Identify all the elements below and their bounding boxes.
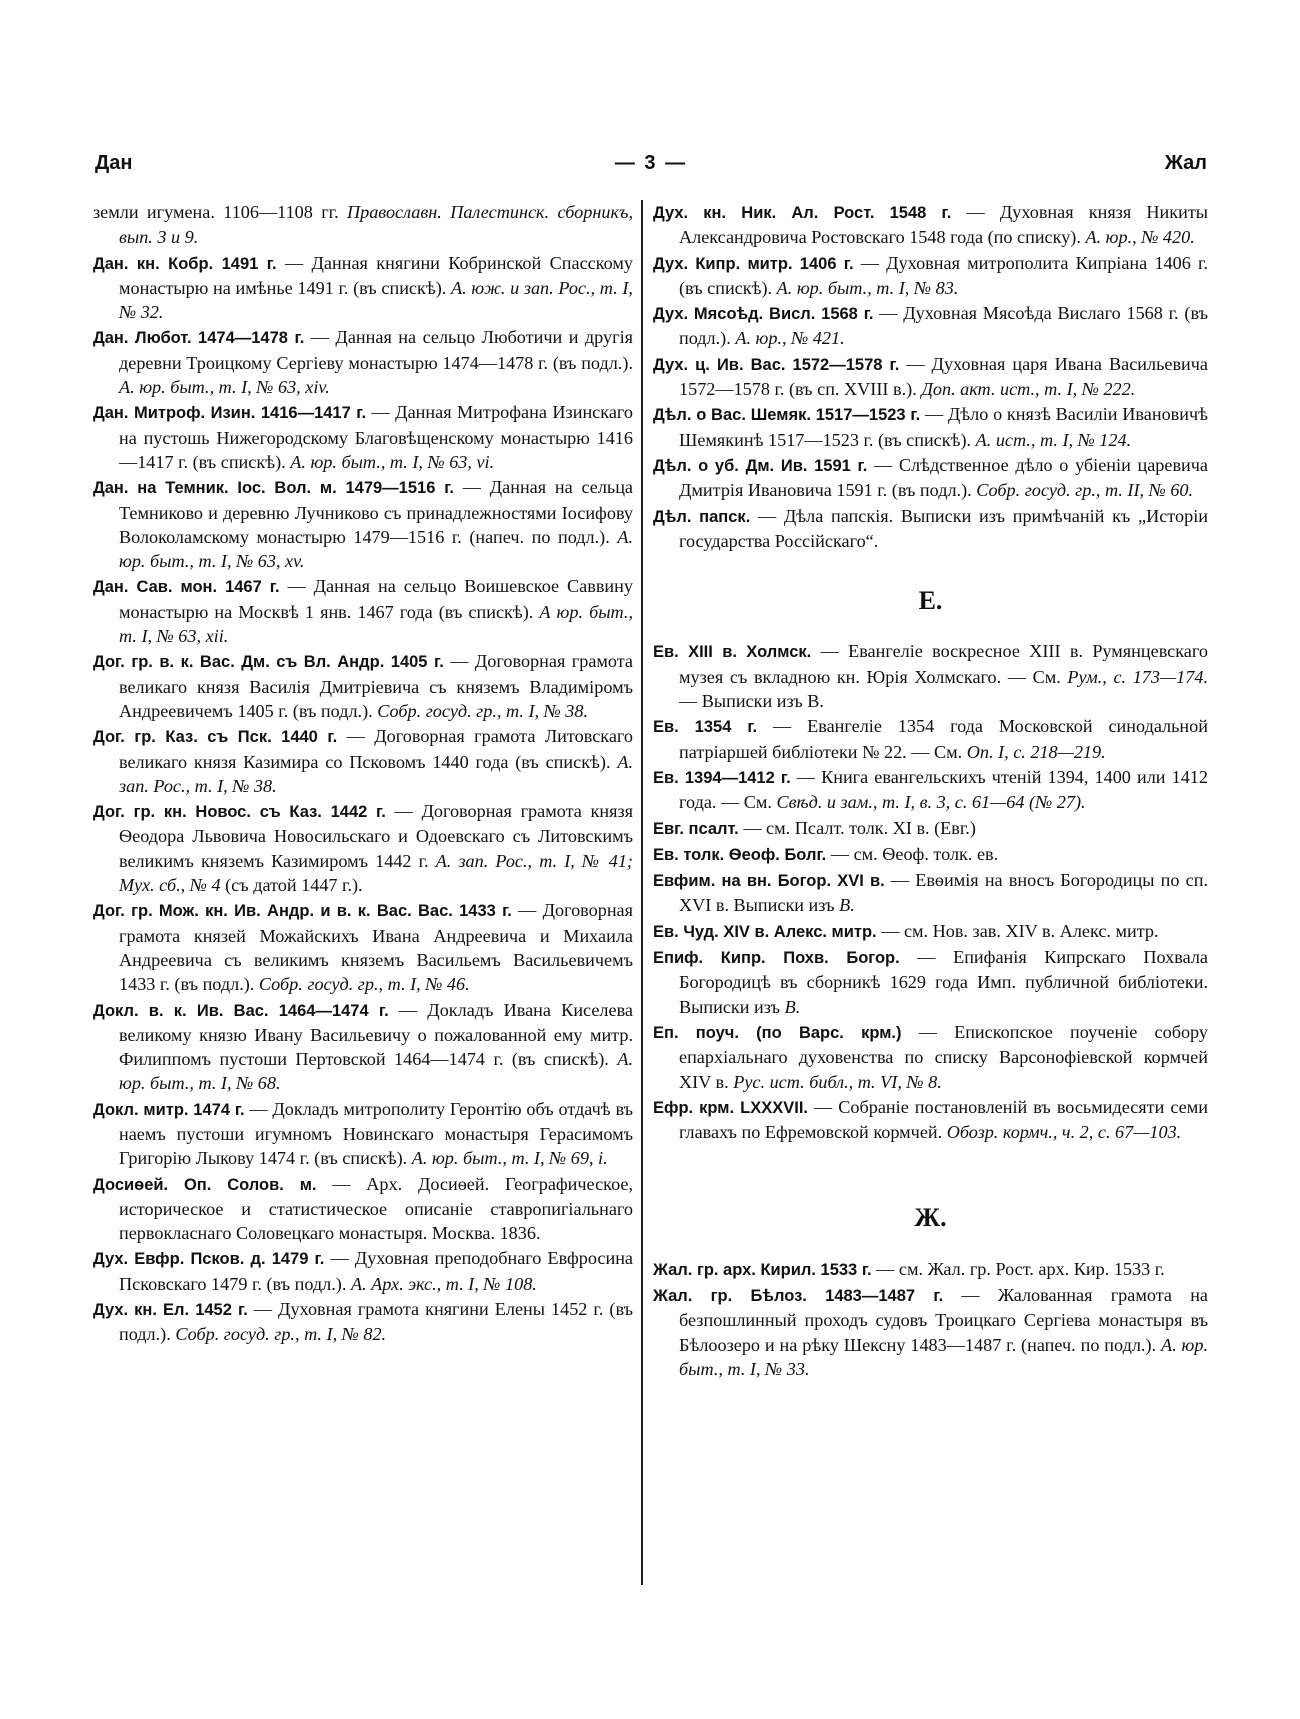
abbreviation-entry <box>653 714 1208 764</box>
entry-description: — Епифанія Кипрскаго Похвала Богородицѣ въ сборникѣ 1629 года Имп. публичной библіотеки. Выписки изъ <box>679 947 1208 1017</box>
abbreviation-entry <box>93 1246 633 1296</box>
entry-citation: А. ист., т. I, № 124. <box>975 429 1132 450</box>
entry-description: — Евангеліе воскресное XIII в. Румянцевскаго музея съ вкладною кн. Юрія Холмскаго. — См. <box>679 641 1208 687</box>
entry-abbreviation: Дух. ц. Ив. Вас. 1572—1578 г. <box>653 355 900 374</box>
entry-abbreviation: Дух. кн. Ник. Ал. Рост. 1548 г. <box>653 204 952 222</box>
entry-abbreviation: Докл. в. к. Ив. Вас. 1464—1474 г. <box>93 1001 389 1020</box>
abbreviation-entry <box>653 842 1208 867</box>
abbreviation-entry <box>653 453 1208 503</box>
entry-description: — Жалованная грамота на безпошлинный проходъ судовъ Троицкаго Сергіева монастыря въ Бѣлоозеро и на рѣку Шексну 1483—1487 г. (напеч. по подл.). <box>679 1284 1209 1355</box>
entry-description: — см. Псалт. толк. XI в. (Евг.) <box>738 817 976 838</box>
entry-citation: А. юр., № 420. <box>1085 227 1195 248</box>
abbreviation-entry <box>653 504 1208 554</box>
entry-description: — Духовная грамота княгини Елены 1452 г. (въ подл.). <box>119 1299 634 1345</box>
abbreviation-entry <box>93 1097 633 1171</box>
entry-description: — см. Нов. зав. XIV в. Алекс. митр. <box>876 920 1159 941</box>
entry-citation: А. юр., № 421. <box>735 328 845 349</box>
entry-citation: В. <box>784 996 801 1017</box>
abbreviation-entry <box>653 945 1208 1019</box>
abbreviation-entry <box>653 352 1208 402</box>
entry-description: — Духовная Мясоѣда Вислаго 1568 г. (въ подл.). <box>679 303 1208 349</box>
entry-citation: А. юж. и зап. Рос., т. I, № 32. <box>119 277 633 323</box>
entry-abbreviation: Дух. Мясоѣд. Висл. 1568 г. <box>653 305 874 324</box>
entry-tail: — Выписки изъ В. <box>679 691 824 712</box>
abbreviation-entry <box>93 200 633 250</box>
entry-abbreviation: Дан. Любот. 1474—1478 г. <box>93 329 305 348</box>
entry-description: — Дѣло о князѣ Василіи Ивановичѣ Шемякинѣ 1517—1523 г. (въ спискѣ). <box>679 404 1209 450</box>
entry-abbreviation: Еп. поуч. (по Варс. крм.) <box>653 1023 902 1042</box>
entry-abbreviation: Дан. Митроф. Изин. 1416—1417 г. <box>93 404 367 423</box>
entry-description: — Докладъ митрополиту Геронтію объ отдачѣ въ наемъ пустоши игумномъ Новинскаго монастыря Герасимомъ Григорію Лыкову 1474 г. (въ спискѣ). <box>119 1098 634 1169</box>
abbreviation-entry <box>93 649 633 723</box>
entry-abbreviation: Дог. гр. в. к. Вас. Дм. съ Вл. Андр. 1405 г. <box>93 653 444 672</box>
entry-abbreviation: Ев. толк. Ѳеоф. Болг. <box>653 845 827 864</box>
entry-description: — Духовная митрополита Кипріана 1406 г. (въ спискѣ). <box>679 252 1208 298</box>
entry-abbreviation: Евфим. на вн. Богор. XVI в. <box>653 872 885 891</box>
entry-description: — Договорная грамота Литовскаго великаго князя Казимира со Псковомъ 1440 года (въ спискѣ). <box>119 726 634 772</box>
abbreviation-entry <box>653 868 1208 918</box>
abbreviation-entry <box>653 1257 1208 1282</box>
abbreviation-entry <box>93 998 633 1096</box>
entry-abbreviation: Ев. 1354 г. <box>653 718 758 737</box>
entry-abbreviation: Евг. псалт. <box>653 819 739 838</box>
abbreviation-entry <box>93 799 633 897</box>
entry-abbreviation: Дѣл. о Вас. Шемяк. 1517—1523 г. <box>653 406 921 425</box>
entry-abbreviation: Дог. гр. Каз. съ Пск. 1440 г. <box>93 728 338 747</box>
entry-citation: Оп. I, с. 218—219. <box>966 741 1106 762</box>
entry-abbreviation: Дух. Кипр. митр. 1406 г. <box>653 254 854 273</box>
page-number: — 3 — <box>614 152 688 174</box>
entry-citation: Собр. госуд. гр., т. I, № 38. <box>377 700 589 721</box>
entry-abbreviation: Дог. гр. Мож. кн. Ив. Андр. и в. к. Вас. Вас. 1433 г. <box>93 902 512 921</box>
entry-abbreviation: Досиѳей. Оп. Солов. м. <box>93 1175 317 1194</box>
entry-abbreviation: Дог. гр. кн. Новос. съ Каз. 1442 г. <box>93 803 386 822</box>
abbreviation-entry <box>93 1172 633 1246</box>
entry-abbreviation: Ев. Чуд. XIV в. Алекс. митр. <box>653 922 877 941</box>
abbreviation-entry <box>653 301 1208 351</box>
entry-description: — Духовная князя Никиты Александровича Ростовскаго 1548 года (по списку). <box>679 202 1208 248</box>
entry-citation: А. юр. быт., т. I, № 68. <box>119 1049 633 1094</box>
entry-citation: Доп. акт. ист., т. I, № 222. <box>921 379 1136 400</box>
entry-description: — см. Ѳеоф. толк. ев. <box>826 843 999 864</box>
abbreviation-entry <box>93 251 633 325</box>
section-zh-entries <box>653 1257 1208 1381</box>
abbreviation-entry <box>93 400 633 474</box>
entry-description: — Епископское поученіе собору епархіальнаго духовенства по списку Варсонофіевской кормчей XIV в. <box>679 1021 1208 1092</box>
entry-description: — Дѣла папскія. Выписки изъ примѣчаній къ „Исторіи государства Россійскаго“. <box>679 505 1208 551</box>
entry-abbreviation: Дан. на Темник. Іос. Вол. м. 1479—1516 г. <box>93 479 455 498</box>
entry-citation: Свѣд. и зам., т. I, в. 3, с. 61—64 (№ 27). <box>776 792 1086 813</box>
entry-citation: А. Арх. экс., т. I, № 108. <box>350 1273 537 1294</box>
abbreviation-entry <box>93 475 633 573</box>
entry-description: — см. Жал. гр. Рост. арх. Кир. 1533 г. <box>871 1258 1165 1279</box>
entry-abbreviation: Дан. кн. Кобр. 1491 г. <box>93 254 277 273</box>
entry-description: — Евѳимія на вносъ Богородицы по сп. XVI в. Выписки изъ <box>679 870 1208 916</box>
entry-citation: А. юр. быт., т. I, № 33. <box>679 1334 1208 1379</box>
right-column <box>653 200 1208 1381</box>
abbreviation-entry <box>653 200 1208 250</box>
entry-description: — Данная на сельца Темниково и деревню Лучниково съ принадлежностями Іосифову Волоколамскому монастырю 1479—1516 г. (напеч. по подл.). <box>119 477 634 547</box>
entry-abbreviation: Дух. кн. Ел. 1452 г. <box>93 1301 248 1320</box>
entry-abbreviation: Дан. Сав. мон. 1467 г. <box>93 578 280 597</box>
section-letter-zh: Ж. <box>914 1203 947 1233</box>
entry-description: — Духовная царя Ивана Васильевича 1572—1578 г. (въ сп. XVIII в.). <box>679 353 1209 400</box>
abbreviation-entry <box>653 816 1208 841</box>
entry-description: — Духовная преподобнаго Евфросина Псковскаго 1479 г. (въ подл.). <box>119 1248 633 1294</box>
entry-citation: А. зап. Рос., т. I, № 38. <box>119 751 633 796</box>
entry-description: — Договорная грамота князей Можайскихъ Ивана Андреевича и Михаила Андреевича съ великимъ княземъ Васильемъ Васильевичемъ 1433 г. (въ подл.). <box>119 900 633 995</box>
entry-citation: А. юр. быт., т. I, № 63, xiv. <box>119 377 330 398</box>
abbreviation-entry <box>653 402 1208 452</box>
section-letter-e: Е. <box>918 586 943 616</box>
entry-abbreviation: Жал. гр. Бѣлоз. 1483—1487 г. <box>653 1286 944 1305</box>
entry-citation: А. зап. Рос., т. I, № 41; Мух. сб., № 4 <box>119 850 633 896</box>
entry-description: — Данная Митрофана Изинскаго на пустошь Нижегородскому Благовѣщенскому монастырю 1416—1417 г. (въ спискѣ). <box>119 402 633 472</box>
entry-tail: (съ датой 1447 г.). <box>220 875 363 896</box>
entry-citation: А. юр. быт., т. I, № 83. <box>776 277 959 298</box>
entry-description: — Слѣдственное дѣло о убіеніи царевича Дмитрія Ивановича 1591 г. (въ подл.). <box>679 454 1209 501</box>
entry-abbreviation: Епиф. Кипр. Похв. Богор. <box>653 949 900 968</box>
entry-citation: А. юр. быт., т. I, № 63, xv. <box>119 526 633 572</box>
entry-citation: Собр. госуд. гр., т. I, № 82. <box>175 1324 387 1345</box>
entry-abbreviation: Дѣл. о уб. Дм. Ив. 1591 г. <box>653 456 868 475</box>
abbreviation-entry <box>93 1297 633 1347</box>
abbreviation-entry <box>653 1283 1208 1381</box>
abbreviation-entry <box>653 765 1208 815</box>
entry-description: — Собраніе постановленій въ восьмидесяти семи главахъ по Ефремовской кормчей. <box>679 1096 1208 1143</box>
abbreviation-entry <box>93 574 633 648</box>
entry-citation: Рус. ист. библ., т. VI, № 8. <box>733 1071 942 1092</box>
header-right-guide-word: Жал <box>1164 152 1207 174</box>
entry-citation: Обозр. кормч., ч. 2, с. 67—103. <box>946 1122 1182 1143</box>
entry-citation: Собр. госуд. гр., т. I, № 46. <box>258 974 470 995</box>
entry-abbreviation: Ев. XIII в. Холмск. <box>653 643 812 662</box>
header-left-guide-word: Дан <box>95 152 133 174</box>
entry-description: — Договорная грамота великаго князя Василія Дмитріевича съ княземъ Владиміромъ Андреевичемъ 1405 г. (въ подл.). <box>119 651 634 721</box>
entry-abbreviation: Дух. Евфр. Псков. д. 1479 г. <box>93 1250 325 1269</box>
abbreviation-entry <box>653 251 1208 301</box>
entry-abbreviation: Ефр. крм. LXXXVII. <box>653 1098 809 1117</box>
column-divider <box>641 200 643 1585</box>
section-d-continued <box>653 200 1208 553</box>
entry-description: — Данная на сельцо Воишевское Саввину монастырю на Москвѣ 1 янв. 1467 года (въ спискѣ). <box>119 576 633 622</box>
abbreviation-entry <box>93 325 633 399</box>
entry-description: — Евангеліе 1354 года Московской синодальной патріаршей библіотеки № 22. — См. <box>679 716 1208 762</box>
entry-abbreviation: Дѣл. папск. <box>653 507 751 526</box>
entry-citation: А. юр. быт., т. I, № 69, i. <box>411 1148 608 1169</box>
abbreviation-entry <box>653 1020 1208 1094</box>
entry-description: — Данная княгини Кобринской Спасскому монастырю на имѣнье 1491 г. (въ спискѣ). <box>119 252 633 298</box>
entry-citation: В. <box>839 895 855 916</box>
left-column <box>93 200 633 1347</box>
entry-citation: Собр. госуд. гр., т. II, № 60. <box>976 480 1194 501</box>
entry-description: — Договорная грамота князя Ѳеодора Львовича Новосильскаго и Одоевскаго съ Литовскимъ великимъ княземъ Казимиромъ 1442 г. <box>119 801 633 871</box>
abbreviation-entry <box>93 724 633 798</box>
section-e-entries <box>653 639 1208 1144</box>
entry-description: земли игумена. 1106—1108 гг. <box>93 202 347 222</box>
entry-abbreviation: Ев. 1394—1412 г. <box>653 768 791 787</box>
abbreviation-entry <box>653 639 1208 713</box>
abbreviation-entry <box>653 1095 1208 1145</box>
entry-citation: А. юр. быт., т. I, № 63, vi. <box>290 451 495 472</box>
entry-citation: Рум., с. 173—174. <box>1067 666 1208 687</box>
abbreviation-entry <box>93 898 633 996</box>
entry-description: — Арх. Досиѳей. Географическое, историческое и статистическое описаніе ставропигіальнаго первоклаcнаго Соловецкаго монастыря. Москва. 1836. <box>119 1173 633 1244</box>
running-header <box>95 152 1207 182</box>
entry-abbreviation: Жал. гр. арх. Кирил. 1533 г. <box>653 1260 872 1279</box>
entry-description: — Данная на сельцо Люботичи и другія деревни Троицкому Сергіеву монастырю 1474—1478 г. (въ подл.). <box>119 327 633 373</box>
abbreviation-entry <box>653 919 1208 944</box>
entry-abbreviation: Докл. митр. 1474 г. <box>93 1100 245 1119</box>
entry-description: — Книга евангельскихъ чтеній 1394, 1400 или 1412 года. — См. <box>679 766 1208 813</box>
entry-citation: А юр. быт., т. I, № 63, xii. <box>119 601 633 647</box>
entry-description: — Докладъ Ивана Киселева великому князю Ивану Васильевичу о пожалованной ему митр. Филиппомъ пустоши Пертовской 1464—1474 г. (въ спискѣ). <box>119 999 633 1070</box>
entry-citation: Православн. Палестинск. сборникъ, вып. 3 и 9. <box>119 202 633 248</box>
